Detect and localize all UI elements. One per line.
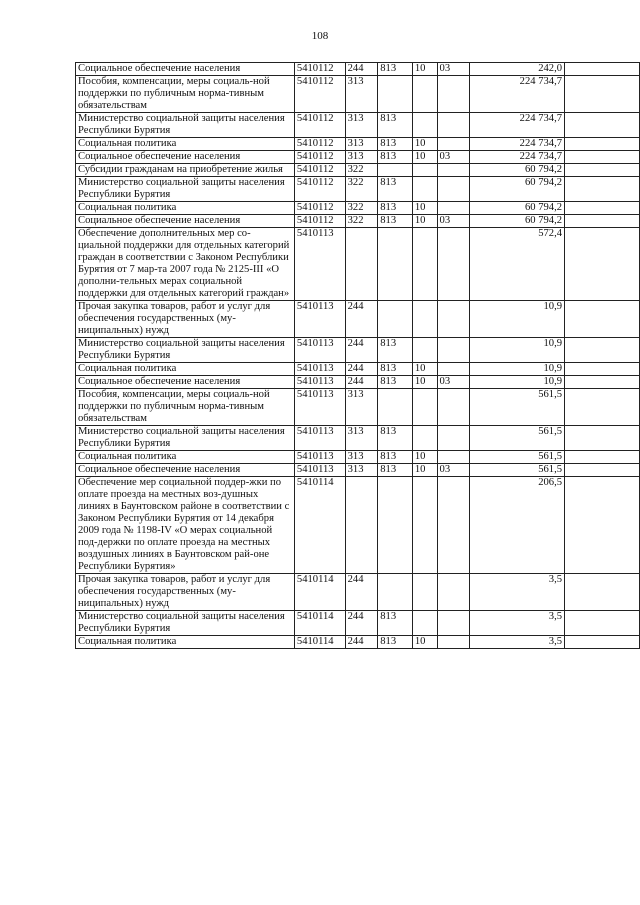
subsection-code-cell bbox=[437, 574, 469, 611]
section-code-cell bbox=[412, 389, 437, 426]
target-article-code-cell: 5410114 bbox=[294, 477, 345, 574]
target-article-code-cell: 5410113 bbox=[294, 451, 345, 464]
amount-cell: 206,5 bbox=[470, 477, 565, 574]
empty-cell bbox=[565, 151, 640, 164]
row-name-cell: Прочая закупка товаров, работ и услуг для обеспечения государственных (му-ниципальных) нужд bbox=[76, 301, 295, 338]
page-number: 108 bbox=[311, 30, 329, 42]
ministry-code-cell: 813 bbox=[378, 138, 413, 151]
row-name-cell: Прочая закупка товаров, работ и услуг для обеспечения государственных (му-ниципальных) нужд bbox=[76, 574, 295, 611]
row-name-cell: Социальная политика bbox=[76, 138, 295, 151]
section-code-cell: 10 bbox=[412, 636, 437, 649]
subsection-code-cell bbox=[437, 202, 469, 215]
amount-cell: 224 734,7 bbox=[470, 138, 565, 151]
table-row bbox=[76, 215, 640, 228]
empty-cell bbox=[565, 376, 640, 389]
target-article-code-cell: 5410112 bbox=[294, 138, 345, 151]
ministry-code-cell bbox=[378, 228, 413, 301]
expense-type-code-cell: 244 bbox=[345, 338, 378, 363]
row-name-cell: Министерство социальной защиты населения Республики Бурятия bbox=[76, 113, 295, 138]
amount-cell: 224 734,7 bbox=[470, 76, 565, 113]
table-row bbox=[76, 636, 640, 649]
section-code-cell: 10 bbox=[412, 151, 437, 164]
table-row bbox=[76, 202, 640, 215]
table-row bbox=[76, 76, 640, 113]
subsection-code-cell bbox=[437, 228, 469, 301]
row-name-cell: Социальная политика bbox=[76, 636, 295, 649]
empty-cell bbox=[565, 76, 640, 113]
empty-cell bbox=[565, 228, 640, 301]
empty-cell bbox=[565, 202, 640, 215]
row-name-cell: Министерство социальной защиты населения Республики Бурятия bbox=[76, 177, 295, 202]
target-article-code-cell: 5410112 bbox=[294, 113, 345, 138]
empty-cell bbox=[565, 363, 640, 376]
target-article-code-cell: 5410112 bbox=[294, 215, 345, 228]
subsection-code-cell: 03 bbox=[437, 376, 469, 389]
subsection-code-cell bbox=[437, 363, 469, 376]
expense-type-code-cell: 244 bbox=[345, 574, 378, 611]
subsection-code-cell: 03 bbox=[437, 63, 469, 76]
ministry-code-cell bbox=[378, 389, 413, 426]
row-name-cell: Обеспечение дополнительных мер со-циальной поддержки для отдельных категорий граждан в соответствии с Законом Республики Бурятия от 7 мар-та 2007 года № 2125-III «О дополни-тельных мерах социальной поддержки для отдельных категорий граждан» bbox=[76, 228, 295, 301]
budget-table-body bbox=[76, 63, 640, 649]
expense-type-code-cell: 244 bbox=[345, 63, 378, 76]
amount-cell: 3,5 bbox=[470, 574, 565, 611]
target-article-code-cell: 5410112 bbox=[294, 76, 345, 113]
target-article-code-cell: 5410113 bbox=[294, 426, 345, 451]
amount-cell: 60 794,2 bbox=[470, 177, 565, 202]
ministry-code-cell: 813 bbox=[378, 202, 413, 215]
amount-cell: 224 734,7 bbox=[470, 113, 565, 138]
subsection-code-cell bbox=[437, 636, 469, 649]
table-row bbox=[76, 228, 640, 301]
subsection-code-cell bbox=[437, 301, 469, 338]
subsection-code-cell bbox=[437, 611, 469, 636]
section-code-cell: 10 bbox=[412, 451, 437, 464]
amount-cell: 561,5 bbox=[470, 426, 565, 451]
table-row bbox=[76, 389, 640, 426]
section-code-cell bbox=[412, 301, 437, 338]
section-code-cell bbox=[412, 574, 437, 611]
amount-cell: 10,9 bbox=[470, 338, 565, 363]
table-row bbox=[76, 464, 640, 477]
expense-type-code-cell: 313 bbox=[345, 76, 378, 113]
row-name-cell: Обеспечение мер социальной поддер-жки по оплате проезда на местных воз-душных линиях в Баунтовском районе в соответствии с Законом Республики Бурятия от 14 декабря 2009 года № 1198-IV «О мерах социальной под-держки по оплате проезда на местных воздушных линиях в Баунтовском рай-оне Республики Бурятия» bbox=[76, 477, 295, 574]
table-row bbox=[76, 477, 640, 574]
ministry-code-cell bbox=[378, 574, 413, 611]
ministry-code-cell: 813 bbox=[378, 63, 413, 76]
ministry-code-cell: 813 bbox=[378, 376, 413, 389]
target-article-code-cell: 5410112 bbox=[294, 164, 345, 177]
section-code-cell: 10 bbox=[412, 215, 437, 228]
section-code-cell: 10 bbox=[412, 376, 437, 389]
subsection-code-cell bbox=[437, 177, 469, 202]
empty-cell bbox=[565, 477, 640, 574]
empty-cell bbox=[565, 338, 640, 363]
empty-cell bbox=[565, 63, 640, 76]
target-article-code-cell: 5410113 bbox=[294, 363, 345, 376]
target-article-code-cell: 5410113 bbox=[294, 228, 345, 301]
ministry-code-cell: 813 bbox=[378, 426, 413, 451]
table-row bbox=[76, 574, 640, 611]
ministry-code-cell: 813 bbox=[378, 611, 413, 636]
ministry-code-cell: 813 bbox=[378, 451, 413, 464]
amount-cell: 60 794,2 bbox=[470, 202, 565, 215]
subsection-code-cell bbox=[437, 76, 469, 113]
subsection-code-cell bbox=[437, 426, 469, 451]
table-row bbox=[76, 451, 640, 464]
expense-type-code-cell: 322 bbox=[345, 215, 378, 228]
target-article-code-cell: 5410112 bbox=[294, 202, 345, 215]
expense-type-code-cell: 244 bbox=[345, 376, 378, 389]
empty-cell bbox=[565, 138, 640, 151]
ministry-code-cell bbox=[378, 301, 413, 338]
subsection-code-cell: 03 bbox=[437, 151, 469, 164]
target-article-code-cell: 5410113 bbox=[294, 301, 345, 338]
table-row bbox=[76, 611, 640, 636]
table-row bbox=[76, 63, 640, 76]
subsection-code-cell: 03 bbox=[437, 215, 469, 228]
section-code-cell bbox=[412, 113, 437, 138]
ministry-code-cell: 813 bbox=[378, 338, 413, 363]
row-name-cell: Пособия, компенсации, меры социаль-ной поддержки по публичным норма-тивным обязательствам bbox=[76, 76, 295, 113]
amount-cell: 561,5 bbox=[470, 464, 565, 477]
target-article-code-cell: 5410114 bbox=[294, 636, 345, 649]
expense-type-code-cell: 244 bbox=[345, 363, 378, 376]
empty-cell bbox=[565, 389, 640, 426]
section-code-cell: 10 bbox=[412, 202, 437, 215]
empty-cell bbox=[565, 177, 640, 202]
section-code-cell bbox=[412, 228, 437, 301]
row-name-cell: Социальное обеспечение населения bbox=[76, 63, 295, 76]
section-code-cell: 10 bbox=[412, 138, 437, 151]
subsection-code-cell bbox=[437, 451, 469, 464]
empty-cell bbox=[565, 113, 640, 138]
section-code-cell bbox=[412, 164, 437, 177]
amount-cell: 3,5 bbox=[470, 611, 565, 636]
amount-cell: 572,4 bbox=[470, 228, 565, 301]
expense-type-code-cell: 244 bbox=[345, 301, 378, 338]
table-row bbox=[76, 164, 640, 177]
target-article-code-cell: 5410113 bbox=[294, 338, 345, 363]
row-name-cell: Министерство социальной защиты населения Республики Бурятия bbox=[76, 338, 295, 363]
table-row bbox=[76, 138, 640, 151]
empty-cell bbox=[565, 426, 640, 451]
amount-cell: 3,5 bbox=[470, 636, 565, 649]
subsection-code-cell bbox=[437, 113, 469, 138]
section-code-cell: 10 bbox=[412, 363, 437, 376]
expense-type-code-cell: 322 bbox=[345, 202, 378, 215]
amount-cell: 224 734,7 bbox=[470, 151, 565, 164]
amount-cell: 242,0 bbox=[470, 63, 565, 76]
ministry-code-cell bbox=[378, 76, 413, 113]
empty-cell bbox=[565, 451, 640, 464]
subsection-code-cell: 03 bbox=[437, 464, 469, 477]
empty-cell bbox=[565, 215, 640, 228]
section-code-cell bbox=[412, 426, 437, 451]
target-article-code-cell: 5410114 bbox=[294, 574, 345, 611]
expense-type-code-cell: 313 bbox=[345, 138, 378, 151]
subsection-code-cell bbox=[437, 138, 469, 151]
expense-type-code-cell: 313 bbox=[345, 151, 378, 164]
target-article-code-cell: 5410113 bbox=[294, 376, 345, 389]
ministry-code-cell bbox=[378, 164, 413, 177]
row-name-cell: Министерство социальной защиты населения Республики Бурятия bbox=[76, 426, 295, 451]
section-code-cell: 10 bbox=[412, 464, 437, 477]
amount-cell: 60 794,2 bbox=[470, 164, 565, 177]
ministry-code-cell: 813 bbox=[378, 363, 413, 376]
section-code-cell bbox=[412, 611, 437, 636]
row-name-cell: Социальная политика bbox=[76, 363, 295, 376]
row-name-cell: Субсидии гражданам на приобретение жилья bbox=[76, 164, 295, 177]
row-name-cell: Социальное обеспечение населения bbox=[76, 464, 295, 477]
empty-cell bbox=[565, 464, 640, 477]
section-code-cell bbox=[412, 477, 437, 574]
expense-type-code-cell: 322 bbox=[345, 177, 378, 202]
expense-type-code-cell: 313 bbox=[345, 451, 378, 464]
target-article-code-cell: 5410112 bbox=[294, 151, 345, 164]
row-name-cell: Социальное обеспечение населения bbox=[76, 151, 295, 164]
target-article-code-cell: 5410112 bbox=[294, 177, 345, 202]
section-code-cell bbox=[412, 76, 437, 113]
row-name-cell: Социальное обеспечение населения bbox=[76, 376, 295, 389]
expense-type-code-cell: 313 bbox=[345, 113, 378, 138]
expense-type-code-cell bbox=[345, 228, 378, 301]
row-name-cell: Социальное обеспечение населения bbox=[76, 215, 295, 228]
budget-table bbox=[75, 62, 640, 649]
row-name-cell: Пособия, компенсации, меры социаль-ной поддержки по публичным норма-тивным обязательствам bbox=[76, 389, 295, 426]
table-row bbox=[76, 301, 640, 338]
expense-type-code-cell: 313 bbox=[345, 464, 378, 477]
ministry-code-cell: 813 bbox=[378, 151, 413, 164]
empty-cell bbox=[565, 164, 640, 177]
expense-type-code-cell: 322 bbox=[345, 164, 378, 177]
table-row bbox=[76, 363, 640, 376]
subsection-code-cell bbox=[437, 164, 469, 177]
amount-cell: 561,5 bbox=[470, 389, 565, 426]
section-code-cell: 10 bbox=[412, 63, 437, 76]
ministry-code-cell: 813 bbox=[378, 215, 413, 228]
table-row bbox=[76, 113, 640, 138]
table-row bbox=[76, 151, 640, 164]
expense-type-code-cell bbox=[345, 477, 378, 574]
table-row bbox=[76, 376, 640, 389]
ministry-code-cell bbox=[378, 477, 413, 574]
ministry-code-cell: 813 bbox=[378, 636, 413, 649]
target-article-code-cell: 5410114 bbox=[294, 611, 345, 636]
ministry-code-cell: 813 bbox=[378, 464, 413, 477]
target-article-code-cell: 5410112 bbox=[294, 63, 345, 76]
amount-cell: 60 794,2 bbox=[470, 215, 565, 228]
amount-cell: 10,9 bbox=[470, 363, 565, 376]
expense-type-code-cell: 313 bbox=[345, 426, 378, 451]
expense-type-code-cell: 244 bbox=[345, 611, 378, 636]
expense-type-code-cell: 313 bbox=[345, 389, 378, 426]
subsection-code-cell bbox=[437, 338, 469, 363]
section-code-cell bbox=[412, 338, 437, 363]
table-row bbox=[76, 338, 640, 363]
row-name-cell: Социальная политика bbox=[76, 202, 295, 215]
table-row bbox=[76, 426, 640, 451]
expense-type-code-cell: 244 bbox=[345, 636, 378, 649]
empty-cell bbox=[565, 574, 640, 611]
subsection-code-cell bbox=[437, 477, 469, 574]
amount-cell: 10,9 bbox=[470, 301, 565, 338]
section-code-cell bbox=[412, 177, 437, 202]
table-row bbox=[76, 177, 640, 202]
ministry-code-cell: 813 bbox=[378, 113, 413, 138]
row-name-cell: Социальная политика bbox=[76, 451, 295, 464]
amount-cell: 10,9 bbox=[470, 376, 565, 389]
empty-cell bbox=[565, 636, 640, 649]
row-name-cell: Министерство социальной защиты населения Республики Бурятия bbox=[76, 611, 295, 636]
ministry-code-cell: 813 bbox=[378, 177, 413, 202]
empty-cell bbox=[565, 301, 640, 338]
amount-cell: 561,5 bbox=[470, 451, 565, 464]
subsection-code-cell bbox=[437, 389, 469, 426]
target-article-code-cell: 5410113 bbox=[294, 464, 345, 477]
target-article-code-cell: 5410113 bbox=[294, 389, 345, 426]
empty-cell bbox=[565, 611, 640, 636]
